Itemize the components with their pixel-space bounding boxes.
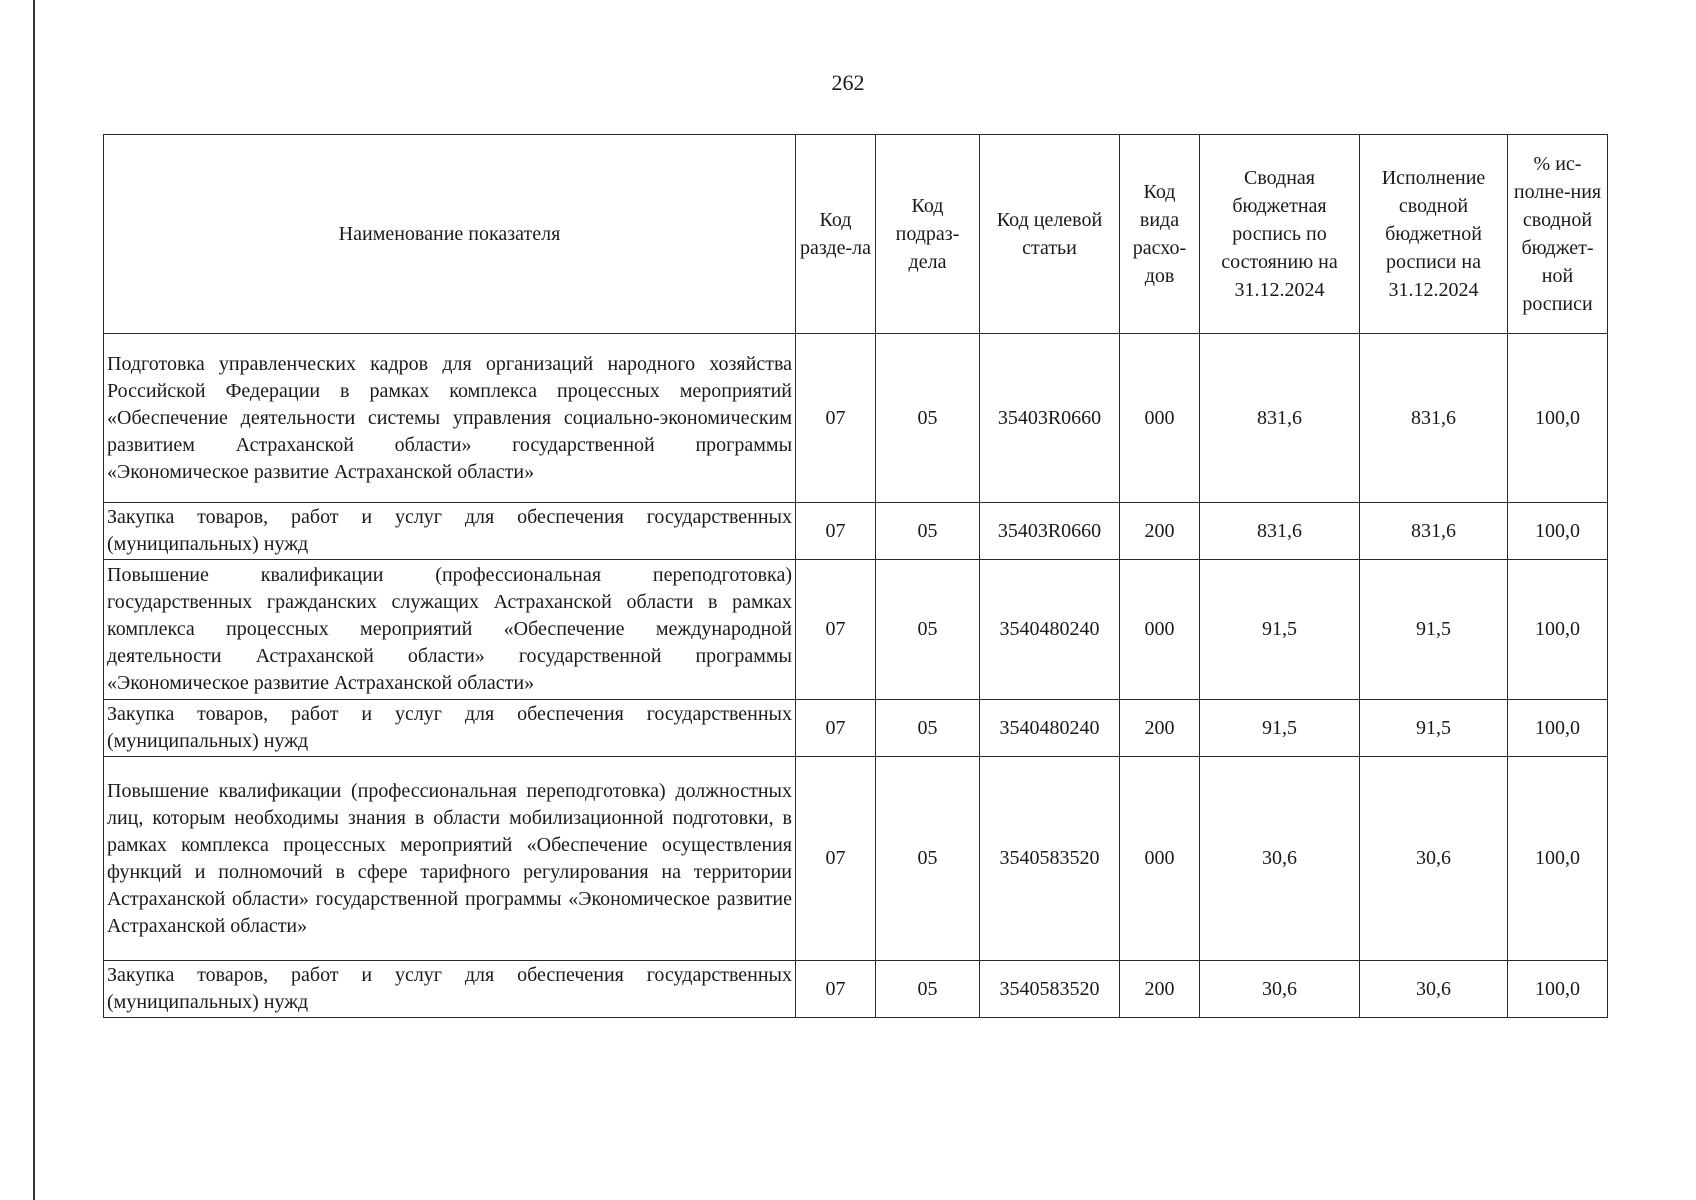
table-row [104, 503, 1608, 560]
expense-type-cell: 000 [1120, 560, 1200, 700]
target-code-cell: 3540480240 [980, 560, 1120, 700]
table-row [104, 700, 1608, 757]
table-row [104, 757, 1608, 961]
header-indicator-name: Наименование показателя [104, 135, 796, 334]
planned-value-cell: 91,5 [1200, 560, 1360, 700]
target-code-cell: 35403R0660 [980, 334, 1120, 503]
section-code-cell: 07 [796, 700, 876, 757]
expense-type-cell: 200 [1120, 700, 1200, 757]
expense-type-cell: 000 [1120, 757, 1200, 961]
expense-type-cell: 200 [1120, 503, 1200, 560]
table-header-row [104, 135, 1608, 334]
indicator-name-cell: Повышение квалификации (профессиональная переподготовка) должностных лиц, которым необходимы знания в области мобилизационной подготовки, в рамках комплекса процессных мероприятий «Обеспечение осуществления функций и полномочий в сфере тарифного регулирования на территории Астраханской области» государственной программы «Экономическое развитие Астраханской области» [104, 757, 796, 961]
subsection-code-cell: 05 [876, 961, 980, 1018]
planned-value-cell: 30,6 [1200, 961, 1360, 1018]
page-number: 262 [831, 70, 865, 95]
planned-value-cell: 831,6 [1200, 503, 1360, 560]
percent-value-cell: 100,0 [1508, 334, 1608, 503]
subsection-code-cell: 05 [876, 757, 980, 961]
target-code-cell: 3540583520 [980, 757, 1120, 961]
subsection-code-cell: 05 [876, 560, 980, 700]
executed-value-cell: 831,6 [1360, 334, 1508, 503]
header-planned-budget: Сводная бюджетная роспись по состоянию на 31.12.2024 [1200, 135, 1360, 334]
table-row [104, 961, 1608, 1018]
binding-margin-line [33, 0, 35, 1200]
target-code-cell: 35403R0660 [980, 503, 1120, 560]
indicator-name-cell: Закупка товаров, работ и услуг для обеспечения государственных (муниципальных) нужд [104, 700, 796, 757]
section-code-cell: 07 [796, 560, 876, 700]
subsection-code-cell: 05 [876, 700, 980, 757]
percent-value-cell: 100,0 [1508, 757, 1608, 961]
header-section-code: Код разде-ла [796, 135, 876, 334]
executed-value-cell: 91,5 [1360, 560, 1508, 700]
planned-value-cell: 831,6 [1200, 334, 1360, 503]
indicator-name-cell: Закупка товаров, работ и услуг для обеспечения государственных (муниципальных) нужд [104, 503, 796, 560]
executed-value-cell: 30,6 [1360, 757, 1508, 961]
section-code-cell: 07 [796, 503, 876, 560]
section-code-cell: 07 [796, 961, 876, 1018]
header-execution-percent: % ис-полне-ния сводной бюджет-ной росписи [1508, 135, 1608, 334]
percent-value-cell: 100,0 [1508, 503, 1608, 560]
target-code-cell: 3540480240 [980, 700, 1120, 757]
planned-value-cell: 91,5 [1200, 700, 1360, 757]
percent-value-cell: 100,0 [1508, 560, 1608, 700]
table-row [104, 334, 1608, 503]
subsection-code-cell: 05 [876, 334, 980, 503]
executed-value-cell: 30,6 [1360, 961, 1508, 1018]
budget-execution-table [103, 134, 1608, 1018]
subsection-code-cell: 05 [876, 503, 980, 560]
percent-value-cell: 100,0 [1508, 700, 1608, 757]
planned-value-cell: 30,6 [1200, 757, 1360, 961]
section-code-cell: 07 [796, 757, 876, 961]
expense-type-cell: 000 [1120, 334, 1200, 503]
header-subsection-code: Код подраз-дела [876, 135, 980, 334]
indicator-name-cell: Повышение квалификации (профессиональная переподготовка) государственных гражданских служащих Астраханской области в рамках комплекса процессных мероприятий «Обеспечение международной деятельности Астраханской области» государственной программы «Экономическое развитие Астраханской области» [104, 560, 796, 700]
indicator-name-cell: Подготовка управленческих кадров для организаций народного хозяйства Российской Федерации в рамках комплекса процессных мероприятий «Обеспечение деятельности системы управления социально-экономическим развитием Астраханской области» государственной программы «Экономическое развитие Астраханской области» [104, 334, 796, 503]
indicator-name-cell: Закупка товаров, работ и услуг для обеспечения государственных (муниципальных) нужд [104, 961, 796, 1018]
header-expense-type-code: Код вида расхо-дов [1120, 135, 1200, 334]
table-row [104, 560, 1608, 700]
header-executed-budget: Исполнение сводной бюджетной росписи на 31.12.2024 [1360, 135, 1508, 334]
percent-value-cell: 100,0 [1508, 961, 1608, 1018]
executed-value-cell: 831,6 [1360, 503, 1508, 560]
expense-type-cell: 200 [1120, 961, 1200, 1018]
executed-value-cell: 91,5 [1360, 700, 1508, 757]
target-code-cell: 3540583520 [980, 961, 1120, 1018]
header-target-code: Код целевой статьи [980, 135, 1120, 334]
section-code-cell: 07 [796, 334, 876, 503]
